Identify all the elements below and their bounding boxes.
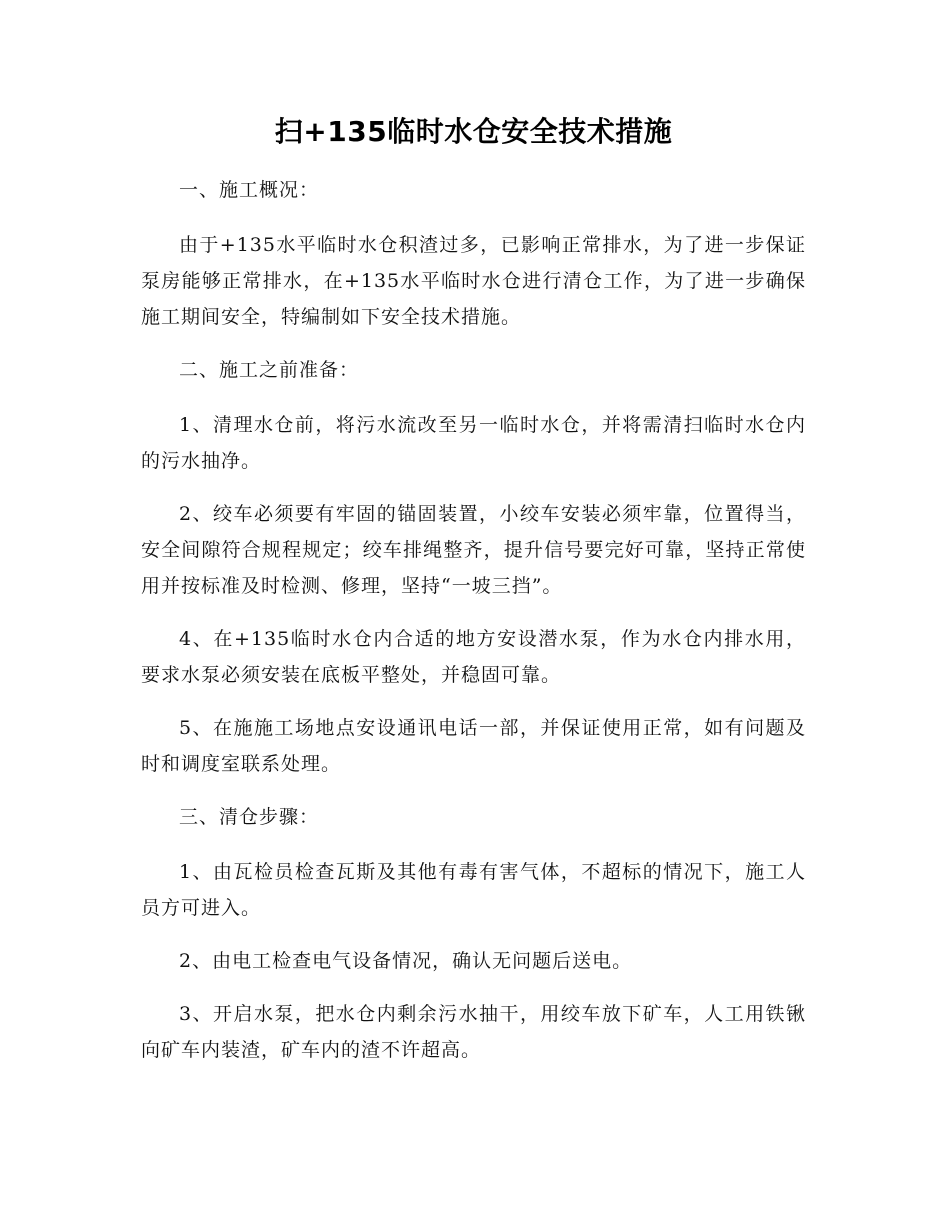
document-body [141,112,806,1085]
section-heading-preparation: 二、施工之前准备： [179,359,360,381]
paragraph-preparation-item-4: 4、在+135临时水仓内合适的地方安设潜水泵，作为水仓内排水用，要求水泵必须安装在底板平整处，并稳固可靠。 [141,628,806,686]
section-heading-overview: 一、施工概况： [179,179,320,201]
paragraph-step-3: 3、开启水泵，把水仓内剩余污水抽干，用绞车放下矿车，人工用铁锹向矿车内装渣，矿车内的渣不许超高。 [141,1003,806,1061]
paragraph-preparation-item-1: 1、清理水仓前，将污水流改至另一临时水仓，并将需清扫临时水仓内的污水抽净。 [141,414,806,472]
paragraph-preparation-item-2: 2、绞车必须要有牢固的锚固装置，小绞车安装必须牢靠，位置得当，安全间隙符合规程规定；绞车排绳整齐，提升信号要完好可靠，坚持正常使用并按标准及时检测、修理，坚持“一坡三挡”。 [141,503,806,597]
paragraph-preparation-item-5: 5、在施施工场地点安设通讯电话一部，并保证使用正常，如有问题及时和调度室联系处理。 [141,717,806,775]
paragraph-step-2: 2、由电工检查电气设备情况，确认无问题后送电。 [179,950,633,972]
paragraph-step-1: 1、由瓦检员检查瓦斯及其他有毒有害气体，不超标的情况下，施工人员方可进入。 [141,861,806,919]
paragraph-overview-body: 由于+135水平临时水仓积渣过多，已影响正常排水，为了进一步保证泵房能够正常排水，在+135水平临时水仓进行清仓工作，为了进一步确保施工期间安全，特编制如下安全技术措施。 [141,234,806,328]
document-title: 扫+135临时水仓安全技术措施 [274,115,673,148]
section-heading-steps: 三、清仓步骤： [179,806,320,828]
